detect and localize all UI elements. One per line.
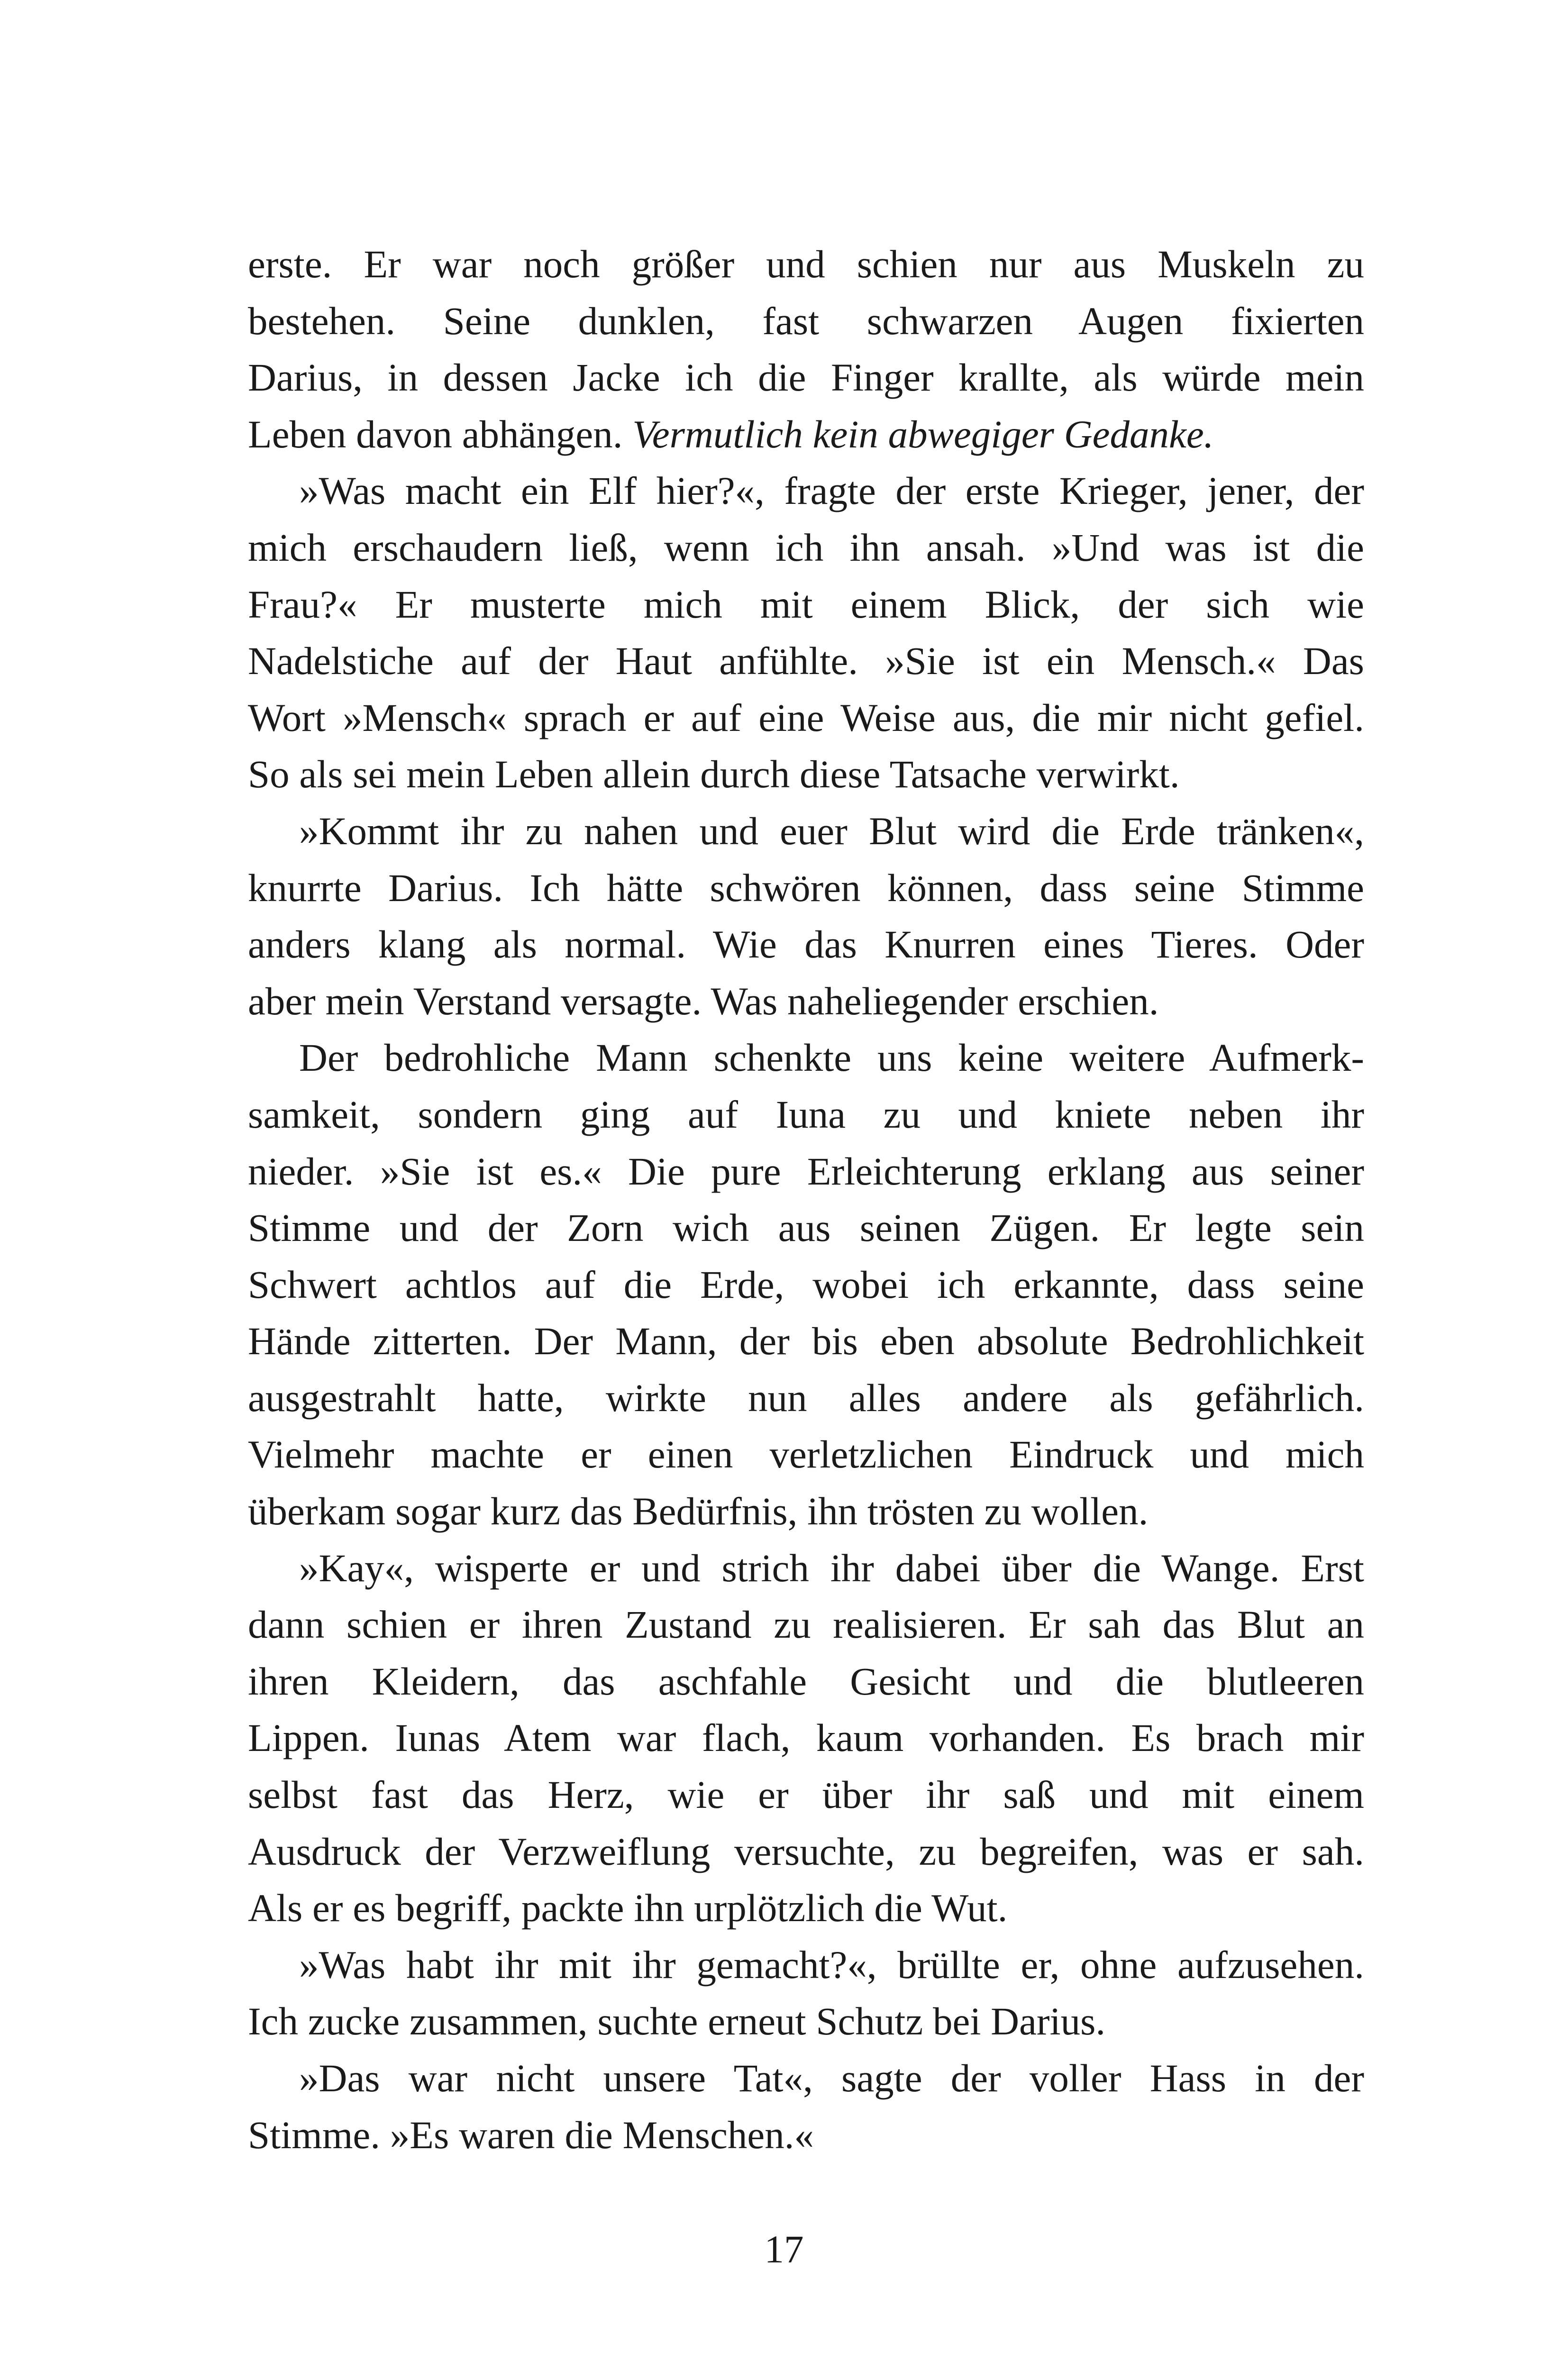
text-segment: »Was habt ihr mit ihr gemacht?«, brüllte er, ohne aufzusehen. xyxy=(299,1942,1364,1987)
text-line: Hände zitterten. Der Mann, der bis eben absolute Bedrohlichkeit xyxy=(248,1319,1364,1363)
text-line: erste. Er war noch größer und schien nur aus Muskeln zu xyxy=(248,242,1364,286)
body-text xyxy=(248,236,1364,2163)
text-line: knurrte Darius. Ich hätte schwören können, dass seine Stimme xyxy=(248,866,1364,910)
text-line: mich erschaudern ließ, wenn ich ihn ansah. »Und was ist die xyxy=(248,525,1364,569)
text-segment: Der bedrohliche Mann schenkte uns keine weitere Aufmerk- xyxy=(299,1036,1364,1080)
text-line: Schwert achtlos auf die Erde, wobei ich erkannte, dass seine xyxy=(248,1262,1364,1306)
text-segment: Leben davon abhängen. xyxy=(248,412,633,456)
text-line: Als er es begriff, packte ihn urplötzlich die Wut. xyxy=(248,1886,1008,1930)
text-line xyxy=(248,406,1364,463)
text-line: aber mein Verstand versagte. Was naheliegender erschien. xyxy=(248,979,1159,1023)
text-line: Darius, in dessen Jacke ich die Finger krallte, als würde mein xyxy=(248,356,1364,400)
text-segment: »Was macht ein Elf hier?«, fragte der erste Krieger, jener, der xyxy=(299,469,1364,513)
text-segment: »Kommt ihr zu nahen und euer Blut wird die Erde tränken«, xyxy=(299,809,1364,853)
text-line xyxy=(248,1540,1364,1597)
text-line: Ich zucke zusammen, suchte erneut Schutz bei Darius. xyxy=(248,1999,1106,2043)
text-line xyxy=(248,1937,1364,1994)
text-line: Frau?« Er musterte mich mit einem Blick, der sich wie xyxy=(248,582,1364,626)
italic-thought: Vermutlich kein abwegiger Gedanke. xyxy=(632,412,1214,456)
text-line xyxy=(248,1030,1364,1086)
text-line: nieder. »Sie ist es.« Die pure Erleichterung erklang aus seiner xyxy=(248,1149,1364,1193)
text-line: ausgestrahlt hatte, wirkte nun alles andere als gefährlich. xyxy=(248,1376,1364,1420)
page-number: 17 xyxy=(764,2227,804,2271)
text-line: selbst fast das Herz, wie er über ihr saß und mit einem xyxy=(248,1773,1364,1817)
text-line: samkeit, sondern ging auf Iuna zu und kniete neben ihr xyxy=(248,1092,1364,1136)
text-line: ihren Kleidern, das aschfahle Gesicht und die blutleeren xyxy=(248,1659,1364,1703)
text-line: Nadelstiche auf der Haut anfühlte. »Sie ist ein Mensch.« Das xyxy=(248,639,1364,683)
text-line: Ausdruck der Verzweiflung versuchte, zu begreifen, was er sah. xyxy=(248,1829,1364,1873)
text-line: Stimme. »Es waren die Menschen.« xyxy=(248,2113,814,2157)
text-line: anders klang als normal. Wie das Knurren eines Tieres. Oder xyxy=(248,922,1364,966)
text-line xyxy=(248,2050,1364,2107)
text-line: So als sei mein Leben allein durch diese Tatsache verwirkt. xyxy=(248,752,1180,796)
text-line xyxy=(248,463,1364,520)
text-line: Vielmehr machte er einen verletzlichen Eindruck und mich xyxy=(248,1432,1364,1477)
text-segment: »Kay«, wisperte er und strich ihr dabei über die Wange. Erst xyxy=(299,1546,1364,1590)
text-segment: »Das war nicht unsere Tat«, sagte der voller Hass in der xyxy=(299,2056,1364,2100)
text-line: Wort »Mensch« sprach er auf eine Weise aus, die mir nicht gefiel. xyxy=(248,695,1364,739)
text-line: Lippen. Iunas Atem war flach, kaum vorhanden. Es brach mir xyxy=(248,1716,1364,1760)
text-line xyxy=(248,803,1364,860)
text-line: bestehen. Seine dunklen, fast schwarzen Augen fixierten xyxy=(248,299,1364,343)
text-line: überkam sogar kurz das Bedürfnis, ihn trösten zu wollen. xyxy=(248,1489,1149,1533)
text-line: dann schien er ihren Zustand zu realisieren. Er sah das Blut an xyxy=(248,1603,1364,1647)
text-line: Stimme und der Zorn wich aus seinen Zügen. Er legte sein xyxy=(248,1206,1364,1250)
